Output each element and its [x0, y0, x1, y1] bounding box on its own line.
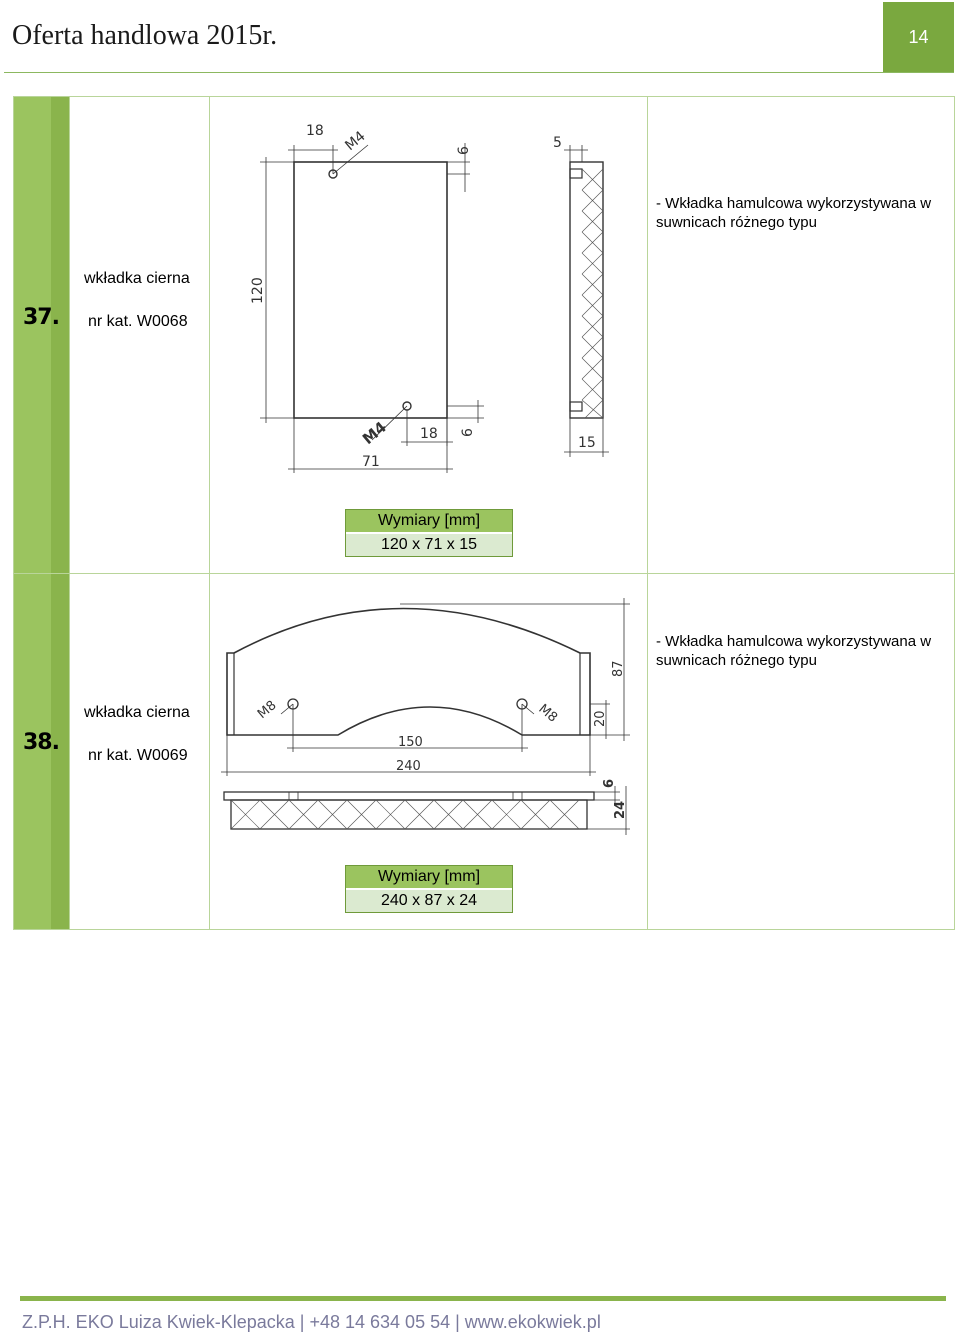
dimensions-header: Wymiary [mm]: [346, 510, 512, 534]
dim-label: 5: [553, 135, 562, 151]
item-number: 37.: [23, 305, 59, 330]
item-number-cell: [14, 97, 70, 574]
item-description: - Wkładka hamulcowa wykorzystywana w suwnicach różnego typu: [656, 195, 932, 231]
page-number-badge: 14: [883, 2, 954, 72]
footer-contact: Z.P.H. EKO Luiza Kwiek-Klepacka | +48 14 634 05 54 | www.ekokwiek.pl: [22, 1312, 601, 1332]
thread-label: M4: [359, 417, 391, 449]
dimensions-value: 120 x 71 x 15: [346, 534, 512, 556]
dim-label: 15: [578, 435, 596, 451]
item-number-cell: [14, 574, 70, 930]
item-name: wkładka cierna: [84, 704, 190, 721]
product-table: [13, 96, 955, 930]
technical-drawing-cell: [210, 97, 648, 574]
dim-label: 18: [306, 123, 324, 139]
document-title: Oferta handlowa 2015r.: [12, 20, 278, 51]
thread-label: M4: [342, 128, 369, 155]
table-row: [14, 574, 955, 930]
item-catalog-number: nr kat. W0068: [88, 313, 188, 330]
dim-label: 120: [250, 277, 266, 304]
item-catalog-number: nr kat. W0069: [88, 747, 188, 764]
item-name-cell: [70, 574, 210, 930]
dimensions-box: [345, 865, 513, 913]
dimensions-box: [345, 509, 513, 557]
description-cell: [648, 97, 955, 574]
dim-label: 240: [396, 759, 421, 774]
dim-label: 18: [420, 426, 438, 442]
table-row: [14, 97, 955, 574]
number-stripe: [51, 97, 69, 573]
header-divider: [4, 72, 954, 73]
dim-label: 24: [613, 800, 628, 819]
dim-label: 6: [456, 146, 472, 155]
dim-label: 6: [602, 778, 617, 788]
page-header: [0, 0, 960, 76]
dim-label: 71: [362, 454, 380, 470]
footer-divider: [20, 1296, 946, 1301]
item-number: 38.: [23, 730, 59, 755]
technical-drawing-cell: [210, 574, 648, 930]
dimensions-value: 240 x 87 x 24: [346, 890, 512, 912]
dim-label: 6: [460, 428, 476, 437]
dim-label: 150: [398, 735, 423, 750]
item-description: - Wkładka hamulcowa wykorzystywana w suwnicach różnego typu: [656, 633, 932, 669]
thread-label: M8: [254, 698, 280, 723]
dim-label: 20: [593, 710, 608, 727]
technical-drawing-w0068: [210, 97, 647, 573]
thread-label: M8: [535, 701, 561, 726]
description-cell: [648, 574, 955, 930]
item-name-cell: [70, 97, 210, 574]
dimensions-header: Wymiary [mm]: [346, 866, 512, 890]
dim-label: 87: [611, 660, 626, 677]
item-name: wkładka cierna: [84, 270, 190, 287]
